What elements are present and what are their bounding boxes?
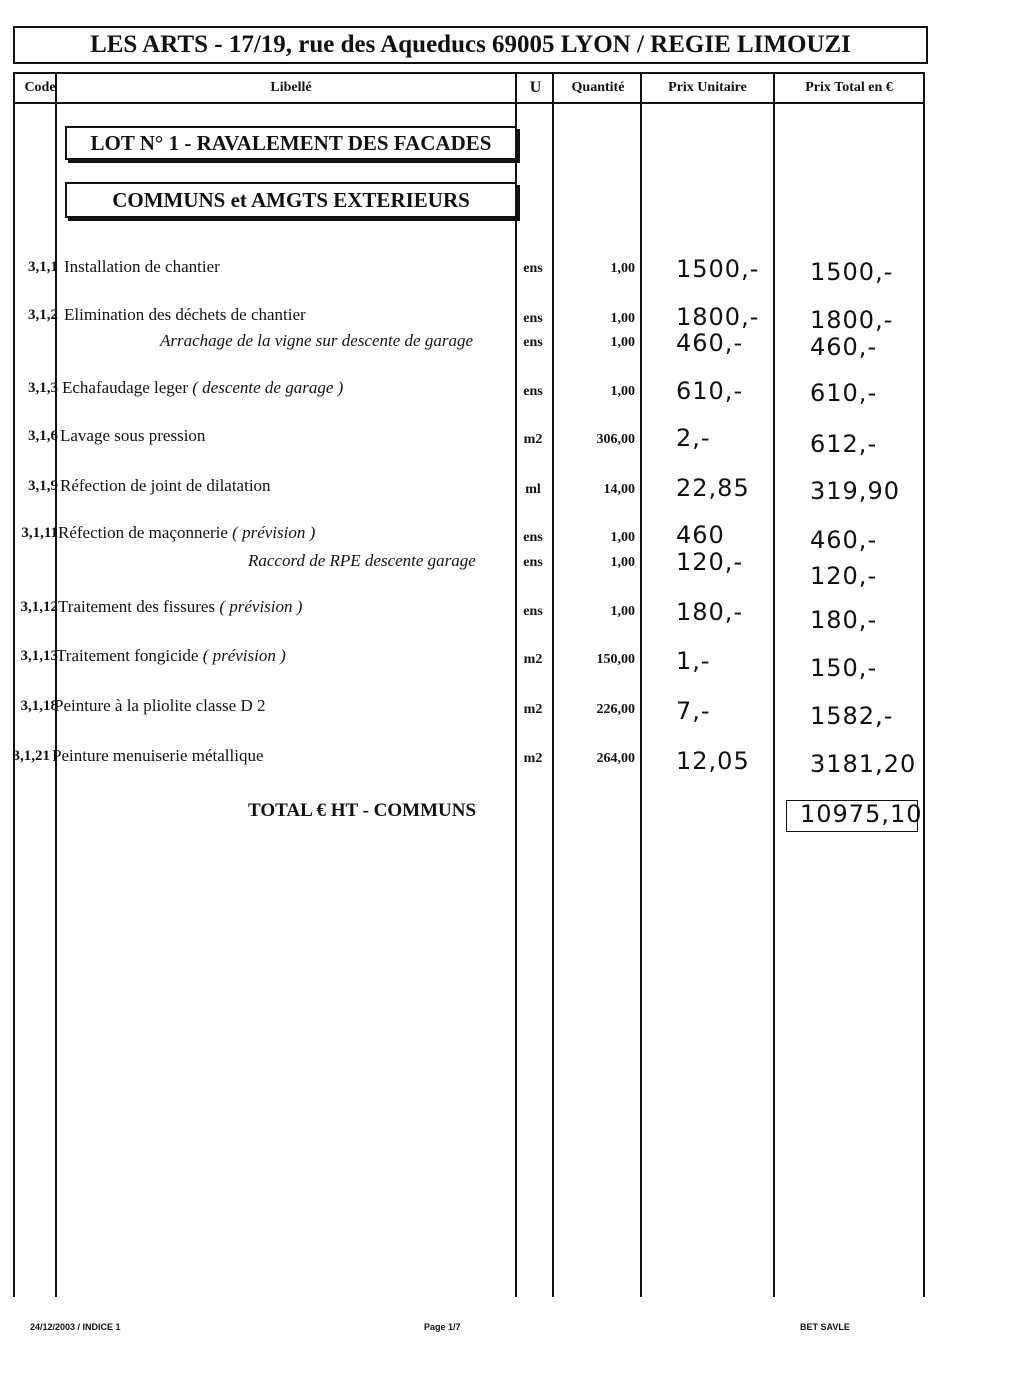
row-unit-price: 460 <box>676 521 725 549</box>
row-unit-price: 610,- <box>676 377 744 405</box>
row-libelle: Elimination des déchets de chantier <box>64 305 306 324</box>
table-border-right <box>923 72 925 1297</box>
row-libelle: Traitement des fissures ( prévision ) <box>58 597 303 616</box>
row-total-price: 3181,20 <box>810 750 917 778</box>
row-code: 3,1,1 <box>28 259 58 275</box>
page-title: LES ARTS - 17/19, rue des Aqueducs 69005 LYON / REGIE LIMOUZI <box>13 26 928 64</box>
header-bottom-rule <box>13 102 925 104</box>
row-total-price: 319,90 <box>810 477 900 505</box>
row-quantity: 1,00 <box>610 384 635 399</box>
row-libelle: Réfection de maçonnerie ( prévision ) <box>58 523 316 542</box>
row-total-price: 460,- <box>810 333 878 361</box>
estimate-table <box>13 72 925 1297</box>
row-quantity: 1,00 <box>610 604 635 619</box>
row-libelle: Lavage sous pression <box>60 426 206 445</box>
total-value: 10975,10 <box>800 800 923 828</box>
column-header-u: U <box>529 79 542 96</box>
row-code: 3,1,12 <box>20 599 58 615</box>
column-header-prix-unitaire: Prix Unitaire <box>668 80 747 95</box>
column-header-prix-total: Prix Total en € <box>805 80 893 95</box>
row-total-price: 1500,- <box>810 258 894 286</box>
footer-date-index: 24/12/2003 / INDICE 1 <box>30 1322 121 1332</box>
column-header-libelle: Libellé <box>270 80 312 95</box>
row-unit: ml <box>525 482 541 497</box>
row-unit-price: 1500,- <box>676 255 760 283</box>
row-libelle: Peinture à la pliolite classe D 2 <box>54 696 266 715</box>
row-quantity: 14,00 <box>603 482 635 497</box>
row-libelle: Peinture menuiserie métallique <box>52 746 264 765</box>
column-divider-libelle <box>515 72 517 1297</box>
row-quantity: 264,00 <box>596 751 635 766</box>
header-top-rule <box>13 72 925 74</box>
row-unit: ens <box>523 530 543 545</box>
column-divider-pu <box>773 72 775 1297</box>
row-unit-price: 120,- <box>676 548 744 576</box>
footer-page-number: Page 1/7 <box>424 1322 461 1332</box>
row-quantity: 306,00 <box>596 432 635 447</box>
row-unit: ens <box>523 335 543 350</box>
row-libelle: Arrachage de la vigne sur descente de garage <box>160 331 473 350</box>
row-code: 3,1,21 <box>12 748 50 764</box>
row-total-price: 610,- <box>810 379 878 407</box>
row-unit: ens <box>523 555 543 570</box>
row-total-price: 120,- <box>810 562 878 590</box>
row-libelle: Raccord de RPE descente garage <box>248 551 476 570</box>
row-unit: ens <box>523 384 543 399</box>
row-quantity: 226,00 <box>596 702 635 717</box>
total-label: TOTAL € HT - COMMUNS <box>248 800 477 821</box>
row-quantity: 1,00 <box>610 530 635 545</box>
row-unit: m2 <box>523 702 543 717</box>
table-border-left <box>13 72 15 1297</box>
lot-title: LOT N° 1 - RAVALEMENT DES FACADES <box>65 126 517 160</box>
column-header-quantite: Quantité <box>571 80 625 95</box>
row-code: 3,1,3 <box>28 380 58 396</box>
row-unit-price: 22,85 <box>676 474 750 502</box>
row-code: 3,1,13 <box>20 648 58 664</box>
section-title: COMMUNS et AMGTS EXTERIEURS <box>65 182 517 218</box>
row-quantity: 150,00 <box>596 652 635 667</box>
row-unit-price: 2,- <box>676 424 711 452</box>
row-quantity: 1,00 <box>610 335 635 350</box>
row-code: 3,1,18 <box>20 698 58 714</box>
row-unit-price: 460,- <box>676 329 744 357</box>
row-libelle: Echafaudage leger ( descente de garage ) <box>62 378 344 397</box>
row-unit: ens <box>523 311 543 326</box>
row-code: 3,1,2 <box>28 307 58 323</box>
row-code: 3,1,11 <box>21 525 58 541</box>
row-unit-price: 12,05 <box>676 747 750 775</box>
row-total-price: 460,- <box>810 526 878 554</box>
column-divider-code <box>55 72 57 1297</box>
row-unit: m2 <box>523 751 543 766</box>
row-total-price: 1800,- <box>810 306 894 334</box>
row-unit-price: 7,- <box>676 697 711 725</box>
row-unit: m2 <box>523 432 543 447</box>
row-total-price: 612,- <box>810 430 878 458</box>
row-unit-price: 1800,- <box>676 303 760 331</box>
column-divider-qty <box>640 72 642 1297</box>
row-unit-price: 180,- <box>676 598 744 626</box>
row-code: 3,1,9 <box>28 478 58 494</box>
row-unit: ens <box>523 604 543 619</box>
row-unit-price: 1,- <box>676 647 711 675</box>
column-header-code: Code <box>24 80 56 95</box>
row-libelle: Réfection de joint de dilatation <box>60 476 271 495</box>
column-divider-u <box>552 72 554 1297</box>
row-total-price: 1582,- <box>810 702 894 730</box>
row-quantity: 1,00 <box>610 261 635 276</box>
row-total-price: 150,- <box>810 654 878 682</box>
row-quantity: 1,00 <box>610 555 635 570</box>
row-code: 3,1,6 <box>28 428 58 444</box>
row-libelle: Installation de chantier <box>64 257 220 276</box>
row-total-price: 180,- <box>810 606 878 634</box>
footer-author: BET SAVLE <box>800 1322 850 1332</box>
row-libelle: Traitement fongicide ( prévision ) <box>56 646 286 665</box>
row-unit: m2 <box>523 652 543 667</box>
row-unit: ens <box>523 261 543 276</box>
row-quantity: 1,00 <box>610 311 635 326</box>
